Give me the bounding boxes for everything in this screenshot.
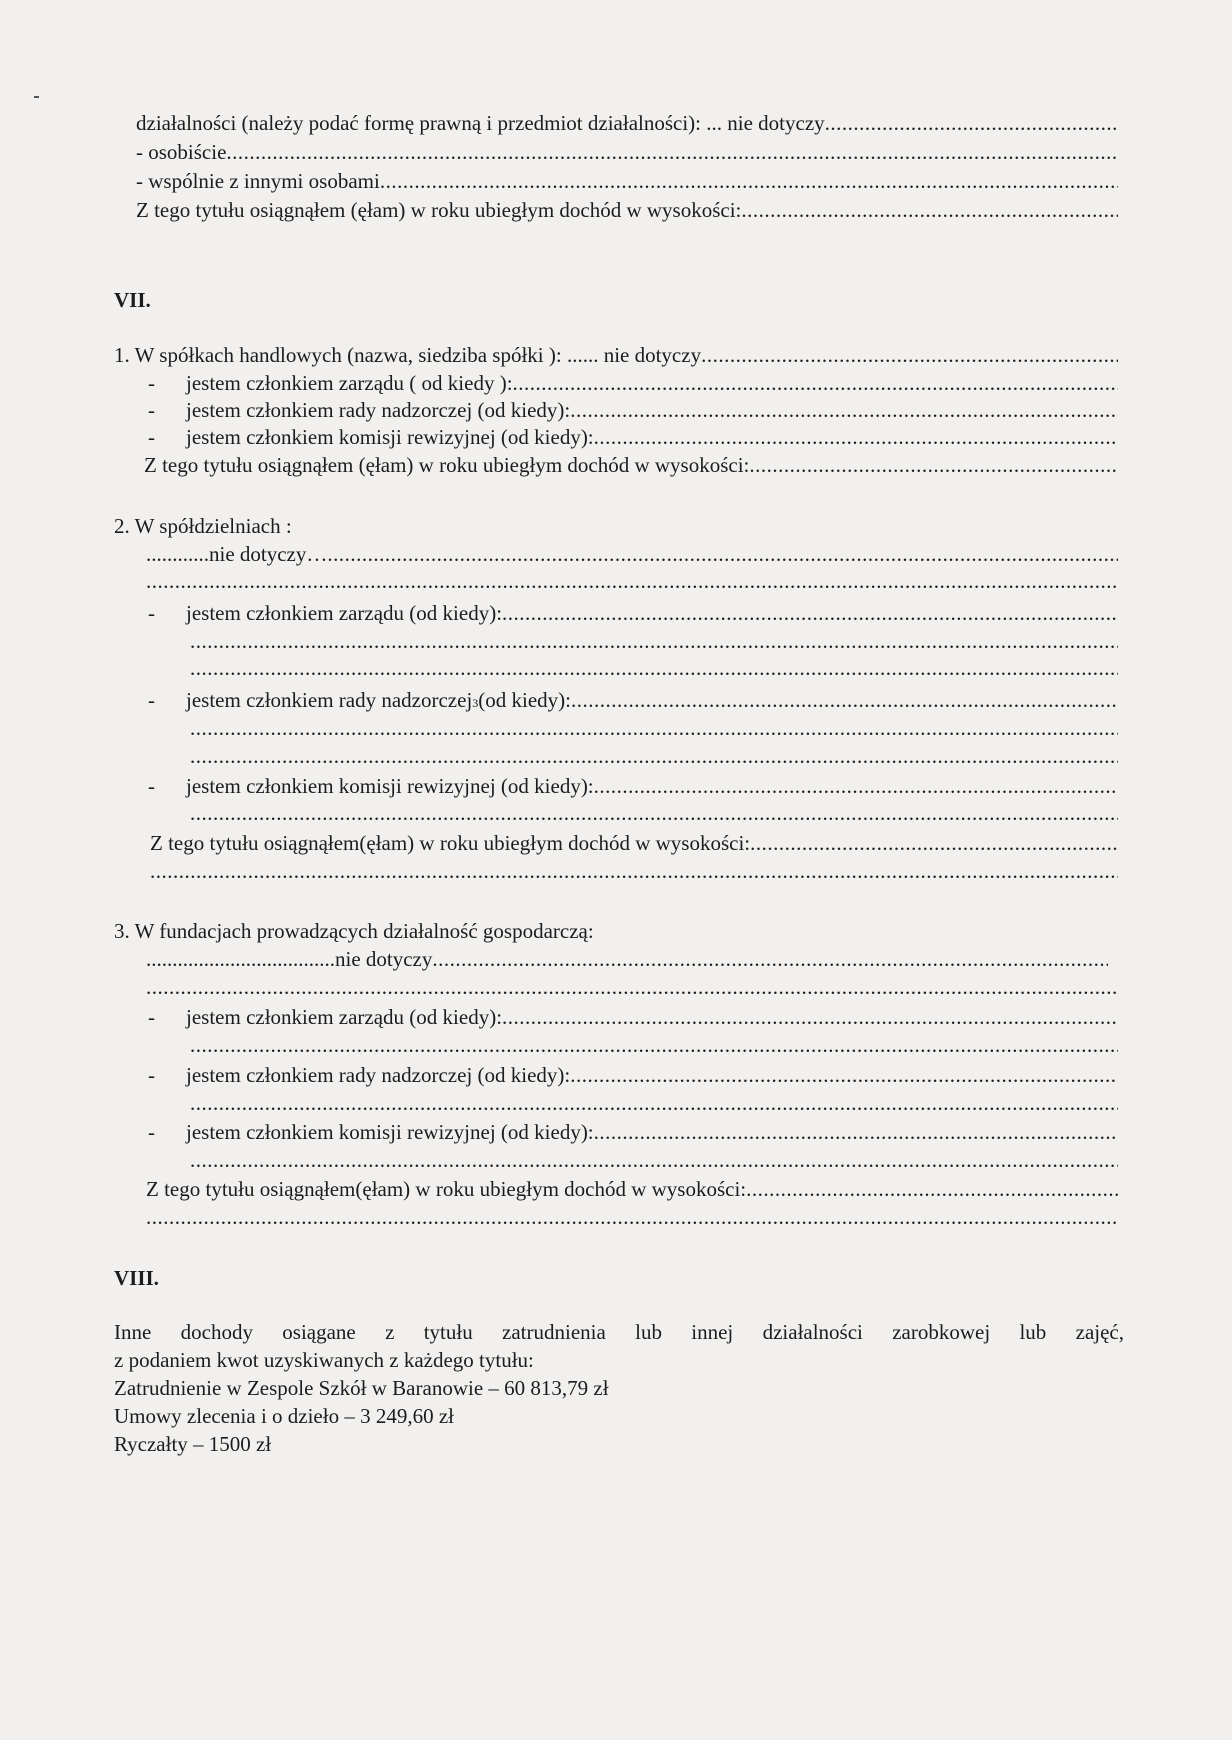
vii-1-supervisory-text: jestem członkiem rady nadzorczej (od kiedy): [186,398,571,422]
section-viii-heading: VIII. [114,1266,159,1290]
vii-2-value-line [146,541,1118,567]
dash: - [148,1005,155,1029]
vii-2-supervisory-text: jestem członkiem rady nadzorczej [186,688,473,712]
dot-leader [190,743,1118,769]
vii-3-title: 3. W fundacjach prowadzących działalność gospodarczą: [114,919,594,943]
dash: - [148,1063,155,1087]
dot-leader [571,687,1118,713]
dash: - [148,398,155,422]
vii-3-supervisory [148,1062,1118,1088]
vii-3-income-text: Z tego tytułu osiągnąłem(ęłam) w roku ubiegłym dochód w wysokości: [146,1177,747,1201]
vii-3-value: nie dotyczy [335,947,433,971]
dot-leader [749,452,1118,478]
dot-leader [190,715,1118,741]
dash: - [148,371,155,395]
dash: - [148,1120,155,1144]
vii-2-title: 2. W spółdzielniach : [114,514,292,538]
top-line-1-text: działalności (należy podać formę prawną i przedmiot działalności): ... nie dotyczy [136,111,825,135]
vii-2-income [150,830,1118,856]
dot-leader [146,568,1118,594]
dot-leader [190,1032,1118,1058]
viii-income-item-contracts: Umowy zlecenia i o dzieło – 3 249,60 zł [114,1404,454,1428]
vii-1-title [114,342,1118,368]
top-income-text: Z tego tytułu osiągnąłem (ęłam) w roku ubiegłym dochód w wysokości: [136,198,742,222]
dot-leader [146,974,1118,1000]
top-line-2-text: - osobiście [136,140,227,164]
vii-2-supervisory-tail: (od kiedy): [478,688,572,712]
vii-3-board-text: jestem członkiem zarządu (od kiedy): [186,1005,503,1029]
vii-1-board [148,370,1118,396]
vii-1-board-text: jestem członkiem zarządu ( od kiedy ): [186,371,513,395]
vii-2-income-text: Z tego tytułu osiągnąłem(ęłam) w roku ubiegłym dochód w wysokości: [150,831,751,855]
viii-income-item-flat-rate: Ryczałty – 1500 zł [114,1432,272,1456]
dot-leader [594,773,1118,799]
dot-leader [150,858,1118,884]
dot-leader [432,946,1108,972]
top-line-1 [136,110,1118,136]
vii-3-audit-blank [190,1147,1118,1173]
vii-3-audit-text: jestem członkiem komisji rewizyjnej (od kiedy): [186,1120,594,1144]
viii-income-item-employment: Zatrudnienie w Zespole Szkół w Baranowie – 60 813,79 zł [114,1376,609,1400]
vii-3-supervisory-blank [190,1090,1118,1116]
dot-leader [190,628,1118,654]
dot-leader [594,1119,1118,1145]
vii-2-audit-text: jestem członkiem komisji rewizyjnej (od kiedy): [186,774,594,798]
vii-1-title-text: 1. W spółkach handlowych (nazwa, siedziba spółki ): ...... nie dotyczy [114,343,702,367]
dot-leader [570,397,1118,423]
dot-leader [746,1176,1118,1202]
dot-leader [741,197,1118,223]
dash: - [148,688,155,712]
vii-1-income [144,452,1118,478]
dot-leader [190,1090,1118,1116]
dash: - [148,601,155,625]
scan-mark [34,96,39,98]
vii-3-board-blank [190,1032,1118,1058]
vii-2-audit-blank [190,800,1118,826]
vii-3-blank-line [146,974,1118,1000]
dot-leader [190,1147,1118,1173]
vii-1-supervisory [148,397,1118,423]
viii-intro-line-1: Inne dochody osiągane z tytułu zatrudnienia lub innej działalności zarobkowej lub zajęć, [114,1320,1124,1344]
dot-leader [226,139,1118,165]
vii-3-supervisory-text: jestem członkiem rady nadzorczej (od kiedy): [186,1063,571,1087]
dot-leader [513,370,1118,396]
vii-1-audit-text: jestem członkiem komisji rewizyjnej (od kiedy): [186,425,594,449]
vii-3-lead-dots: .................................... [146,947,335,971]
dot-leader [701,342,1118,368]
top-income-line [136,197,1118,223]
dot-leader [594,424,1118,450]
dot-leader [190,800,1118,826]
vii-3-income [146,1176,1118,1202]
dot-leader [380,168,1118,194]
top-line-2 [136,139,1118,165]
dot-leader [570,1062,1118,1088]
dot-leader [502,600,1118,626]
vii-2-supervisory: - jestem członkiem rady nadzorczej 3 (od kiedy): ..... [148,687,1118,713]
vii-2-value: nie dotyczy… [209,542,328,566]
section-vii-heading: VII. [114,288,151,312]
dot-leader [750,830,1118,856]
vii-2-board-text: jestem członkiem zarządu (od kiedy): [186,601,503,625]
vii-3-audit [148,1119,1118,1145]
vii-1-income-text: Z tego tytułu osiągnąłem (ęłam) w roku ubiegłym dochód w wysokości: [144,453,750,477]
vii-3-income-blank [146,1204,1118,1230]
vii-2-supervisory-blank-2 [190,743,1118,769]
dot-leader [327,541,1118,567]
dash: - [148,774,155,798]
vii-3-board [148,1004,1118,1030]
vii-3-value-line [146,946,1108,972]
vii-2-income-blank [150,858,1118,884]
vii-2-lead-dots: ............ [146,542,209,566]
vii-2-board-blank-2 [190,655,1118,681]
vii-2-board-blank-1 [190,628,1118,654]
viii-intro-line-2: z podaniem kwot uzyskiwanych z każdego tytułu: [114,1348,534,1372]
vii-2-blank-line [146,568,1118,594]
vii-2-board [148,600,1118,626]
dash: - [148,425,155,449]
dot-leader [825,110,1118,136]
dot-leader [146,1204,1118,1230]
dot-leader [190,655,1118,681]
dot-leader [502,1004,1118,1030]
top-line-3 [136,168,1118,194]
vii-2-audit [148,773,1118,799]
vii-1-audit [148,424,1118,450]
vii-2-supervisory-blank-1 [190,715,1118,741]
top-line-3-text: - wspólnie z innymi osobami [136,169,380,193]
